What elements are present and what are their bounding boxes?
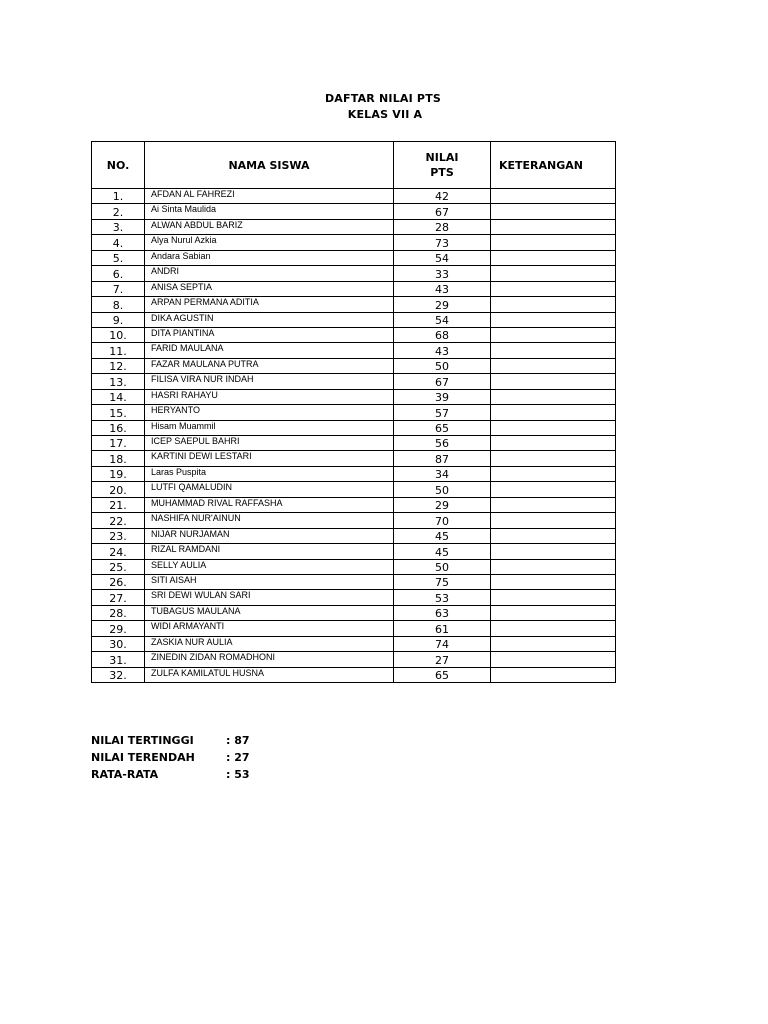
- summary-highest: [91, 734, 250, 747]
- row-number: 11.: [92, 343, 145, 358]
- table-row: [92, 559, 616, 574]
- row-number: 24.: [92, 544, 145, 559]
- student-name: MUHAMMAD RIVAL RAFFASHA: [145, 497, 394, 512]
- row-number: 13.: [92, 374, 145, 389]
- student-name: FILISA VIRA NUR INDAH: [145, 374, 394, 389]
- row-number: 7.: [92, 281, 145, 296]
- note-cell: [491, 652, 616, 667]
- pts-score: 54: [394, 312, 491, 327]
- note-cell: [491, 389, 616, 404]
- pts-score: 50: [394, 559, 491, 574]
- note-cell: [491, 513, 616, 528]
- note-cell: [491, 281, 616, 296]
- row-number: 29.: [92, 621, 145, 636]
- table-row: [92, 374, 616, 389]
- summary-highest-label: NILAI TERTINGGI: [91, 734, 194, 747]
- row-number: 3.: [92, 219, 145, 234]
- summary-average-value: : 53: [226, 768, 250, 781]
- row-number: 9.: [92, 312, 145, 327]
- student-name: FARID MAULANA: [145, 343, 394, 358]
- note-cell: [491, 590, 616, 605]
- student-name: DIKA AGUSTIN: [145, 312, 394, 327]
- pts-score: 39: [394, 389, 491, 404]
- pts-score: 29: [394, 497, 491, 512]
- note-cell: [491, 451, 616, 466]
- row-number: 16.: [92, 420, 145, 435]
- header-value-line2: PTS: [430, 166, 454, 179]
- row-number: 4.: [92, 235, 145, 250]
- pts-score: 74: [394, 636, 491, 651]
- pts-score: 43: [394, 343, 491, 358]
- row-number: 14.: [92, 389, 145, 404]
- note-cell: [491, 343, 616, 358]
- note-cell: [491, 219, 616, 234]
- note-cell: [491, 204, 616, 219]
- table-row: [92, 405, 616, 420]
- note-cell: [491, 667, 616, 682]
- note-cell: [491, 374, 616, 389]
- row-number: 8.: [92, 297, 145, 312]
- table-row: [92, 466, 616, 481]
- pts-score: 27: [394, 652, 491, 667]
- student-name: HERYANTO: [145, 405, 394, 420]
- student-name: SITI AISAH: [145, 574, 394, 589]
- header-no: NO.: [92, 142, 145, 189]
- pts-score: 75: [394, 574, 491, 589]
- pts-score: 63: [394, 605, 491, 620]
- note-cell: [491, 544, 616, 559]
- row-number: 17.: [92, 436, 145, 451]
- table-row: [92, 574, 616, 589]
- student-name: ZINEDIN ZIDAN ROMADHONI: [145, 652, 394, 667]
- student-name: ANISA SEPTIA: [145, 281, 394, 296]
- student-name: LUTFI QAMALUDIN: [145, 482, 394, 497]
- note-cell: [491, 405, 616, 420]
- note-cell: [491, 297, 616, 312]
- student-name: HASRI RAHAYU: [145, 389, 394, 404]
- pts-score: 42: [394, 189, 491, 204]
- note-cell: [491, 621, 616, 636]
- pts-score: 54: [394, 250, 491, 265]
- student-name: RIZAL RAMDANI: [145, 544, 394, 559]
- student-name: ICEP SAEPUL BAHRI: [145, 436, 394, 451]
- note-cell: [491, 574, 616, 589]
- student-name: Alya Nurul Azkia: [145, 235, 394, 250]
- table-row: [92, 327, 616, 342]
- table-row: [92, 667, 616, 682]
- header-note: KETERANGAN: [491, 142, 616, 189]
- row-number: 32.: [92, 667, 145, 682]
- pts-score: 61: [394, 621, 491, 636]
- note-cell: [491, 235, 616, 250]
- row-number: 15.: [92, 405, 145, 420]
- table-row: [92, 235, 616, 250]
- pts-score: 45: [394, 528, 491, 543]
- table-row: [92, 513, 616, 528]
- row-number: 2.: [92, 204, 145, 219]
- row-number: 31.: [92, 652, 145, 667]
- pts-score: 65: [394, 420, 491, 435]
- row-number: 27.: [92, 590, 145, 605]
- table-row: [92, 358, 616, 373]
- student-name: SELLY AULIA: [145, 559, 394, 574]
- summary-highest-value: : 87: [226, 734, 250, 747]
- table-row: [92, 266, 616, 281]
- summary-lowest-value: : 27: [226, 751, 250, 764]
- row-number: 20.: [92, 482, 145, 497]
- table-header-row: [92, 142, 616, 189]
- class-subtitle: KELAS VII A: [347, 108, 423, 121]
- note-cell: [491, 266, 616, 281]
- table-row: [92, 281, 616, 296]
- student-name: AFDAN AL FAHREZI: [145, 189, 394, 204]
- pts-score: 70: [394, 513, 491, 528]
- pts-score: 50: [394, 482, 491, 497]
- note-cell: [491, 327, 616, 342]
- row-number: 21.: [92, 497, 145, 512]
- row-number: 10.: [92, 327, 145, 342]
- table-row: [92, 343, 616, 358]
- row-number: 19.: [92, 466, 145, 481]
- summary-average-label: RATA-RATA: [91, 768, 159, 781]
- pts-score: 57: [394, 405, 491, 420]
- pts-score: 87: [394, 451, 491, 466]
- pts-score: 28: [394, 219, 491, 234]
- note-cell: [491, 312, 616, 327]
- table-row: [92, 219, 616, 234]
- row-number: 26.: [92, 574, 145, 589]
- table-row: [92, 389, 616, 404]
- pts-score: 53: [394, 590, 491, 605]
- row-number: 6.: [92, 266, 145, 281]
- pts-score: 34: [394, 466, 491, 481]
- table-row: [92, 297, 616, 312]
- note-cell: [491, 559, 616, 574]
- table-row: [92, 482, 616, 497]
- table-row: [92, 528, 616, 543]
- row-number: 28.: [92, 605, 145, 620]
- row-number: 23.: [92, 528, 145, 543]
- row-number: 30.: [92, 636, 145, 651]
- student-name: Ai Sinta Maulida: [145, 204, 394, 219]
- table-row: [92, 590, 616, 605]
- pts-score: 33: [394, 266, 491, 281]
- student-name: KARTINI DEWI LESTARI: [145, 451, 394, 466]
- pts-score: 45: [394, 544, 491, 559]
- pts-score: 65: [394, 667, 491, 682]
- table-row: [92, 312, 616, 327]
- pts-score: 56: [394, 436, 491, 451]
- header-value-line1: NILAI: [425, 151, 459, 164]
- student-name: NASHIFA NUR'AINUN: [145, 513, 394, 528]
- pts-score: 68: [394, 327, 491, 342]
- table-row: [92, 636, 616, 651]
- note-cell: [491, 482, 616, 497]
- table-body: [92, 189, 616, 683]
- row-number: 5.: [92, 250, 145, 265]
- student-name: ALWAN ABDUL BARIZ: [145, 219, 394, 234]
- pts-score: 67: [394, 204, 491, 219]
- student-name: TUBAGUS MAULANA: [145, 605, 394, 620]
- row-number: 22.: [92, 513, 145, 528]
- table-row: [92, 250, 616, 265]
- row-number: 12.: [92, 358, 145, 373]
- row-number: 25.: [92, 559, 145, 574]
- note-cell: [491, 250, 616, 265]
- table-row: [92, 420, 616, 435]
- pts-score: 43: [394, 281, 491, 296]
- note-cell: [491, 497, 616, 512]
- document-title: DAFTAR NILAI PTS: [324, 92, 442, 105]
- note-cell: [491, 636, 616, 651]
- table-row: [92, 189, 616, 204]
- row-number: 18.: [92, 451, 145, 466]
- student-name: SRI DEWI WULAN SARI: [145, 590, 394, 605]
- student-name: Andara Sabian: [145, 250, 394, 265]
- student-name: Laras Puspita: [145, 466, 394, 481]
- grades-table: [91, 141, 616, 683]
- student-name: ZULFA KAMILATUL HUSNA: [145, 667, 394, 682]
- student-name: DITA PIANTINA: [145, 327, 394, 342]
- table-row: [92, 652, 616, 667]
- note-cell: [491, 528, 616, 543]
- student-name: NIJAR NURJAMAN: [145, 528, 394, 543]
- summary-lowest: [91, 751, 250, 764]
- student-name: FAZAR MAULANA PUTRA: [145, 358, 394, 373]
- note-cell: [491, 436, 616, 451]
- note-cell: [491, 358, 616, 373]
- row-number: 1.: [92, 189, 145, 204]
- header-value: [394, 142, 491, 189]
- note-cell: [491, 605, 616, 620]
- pts-score: 73: [394, 235, 491, 250]
- table-row: [92, 497, 616, 512]
- note-cell: [491, 189, 616, 204]
- note-cell: [491, 466, 616, 481]
- table-row: [92, 451, 616, 466]
- summary-lowest-label: NILAI TERENDAH: [91, 751, 195, 764]
- student-name: WIDI ARMAYANTI: [145, 621, 394, 636]
- table-row: [92, 436, 616, 451]
- student-name: ZASKIA NUR AULIA: [145, 636, 394, 651]
- pts-score: 29: [394, 297, 491, 312]
- summary-average: [91, 768, 250, 781]
- student-name: Hisam Muammil: [145, 420, 394, 435]
- note-cell: [491, 420, 616, 435]
- pts-score: 67: [394, 374, 491, 389]
- table-row: [92, 621, 616, 636]
- student-name: ARPAN PERMANA ADITIA: [145, 297, 394, 312]
- student-name: ANDRI: [145, 266, 394, 281]
- header-name: NAMA SISWA: [145, 142, 394, 189]
- table-row: [92, 544, 616, 559]
- table-row: [92, 204, 616, 219]
- pts-score: 50: [394, 358, 491, 373]
- table-row: [92, 605, 616, 620]
